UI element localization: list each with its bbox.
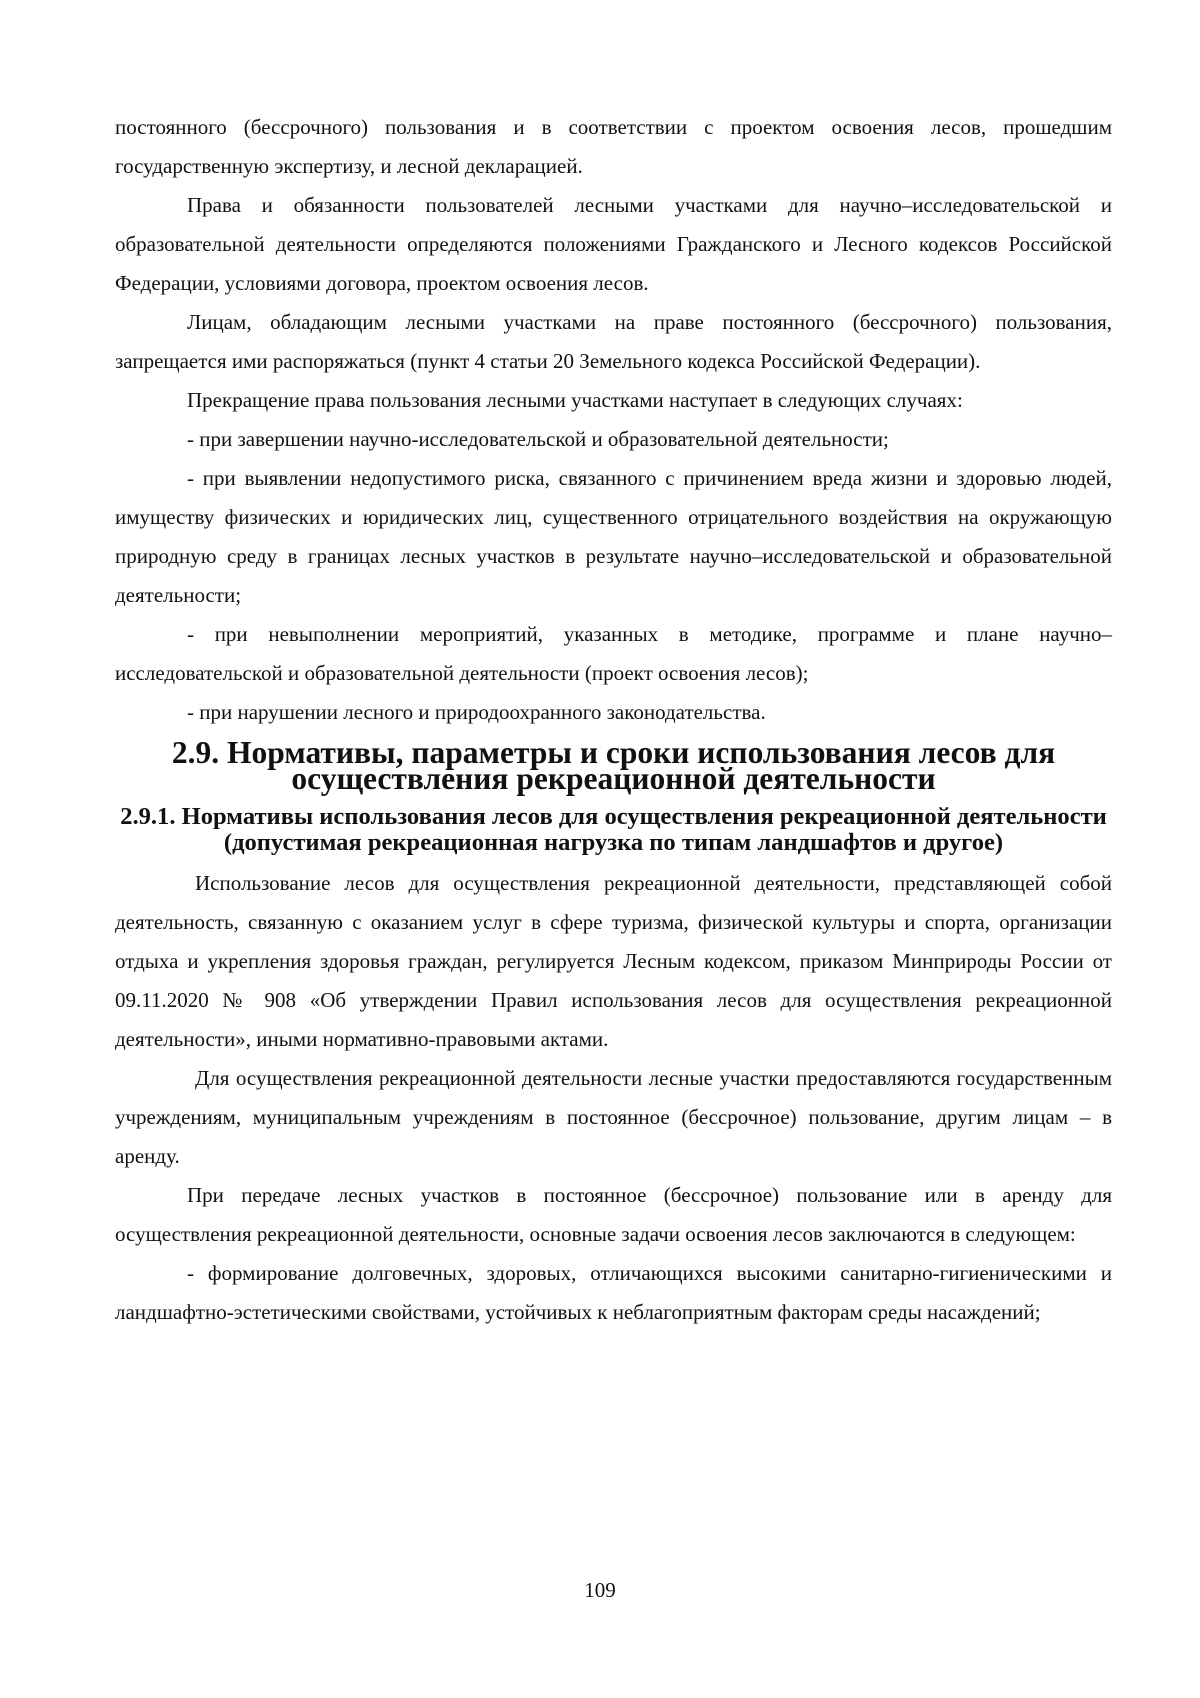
paragraph: Использование лесов для осуществления рекреационной деятельности, представляющей собой деятельность, связанную с оказанием услуг в сфере туризма, физической культуры и спорта, организации отдыха и укрепления здоровья граждан, регулируется Лесным кодексом, приказом Минприроды России от 09.11.2020 № 908 «Об утверждении Правил использования лесов для осуществления рекреационной деятельности», иными нормативно-правовыми актами. bbox=[115, 871, 1112, 1051]
list-item: - при нарушении лесного и природоохранного законодательства. bbox=[187, 700, 766, 724]
paragraph: Для осуществления рекреационной деятельности лесные участки предоставляются государственным учреждениям, муниципальным учреждениям в постоянное (бессрочное) пользование, другим лицам – в аренду. bbox=[115, 1066, 1112, 1168]
page-content bbox=[115, 108, 1112, 1332]
subsection-heading: 2.9.1. Нормативы использования лесов для осуществления рекреационной деятельности (допустимая рекреационная нагрузка по типам ландшафтов и другое) bbox=[120, 803, 1107, 856]
list-item: - при невыполнении мероприятий, указанных в методике, программе и плане научно–исследовательской и образовательной деятельности (проект освоения лесов); bbox=[115, 622, 1112, 685]
paragraph: Права и обязанности пользователей лесными участками для научно–исследовательской и образовательной деятельности определяются положениями Гражданского и Лесного кодексов Российской Федерации, условиями договора, проектом освоения лесов. bbox=[115, 193, 1112, 295]
paragraph: постоянного (бессрочного) пользования и в соответствии с проектом освоения лесов, прошедшим государственную экспертизу, и лесной декларацией. bbox=[115, 115, 1112, 178]
list-item: - при выявлении недопустимого риска, связанного с причинением вреда жизни и здоровью людей, имуществу физических и юридических лиц, существенного отрицательного воздействия на окружающую природную среду в границах лесных участков в результате научно–исследовательской и образовательной деятельности; bbox=[115, 466, 1112, 607]
paragraph: При передаче лесных участков в постоянное (бессрочное) пользование или в аренду для осуществления рекреационной деятельности, основные задачи освоения лесов заключаются в следующем: bbox=[115, 1183, 1112, 1246]
section-heading: 2.9. Нормативы, параметры и сроки использования лесов для осуществления рекреационной деятельности bbox=[171, 735, 1056, 796]
list-item: - при завершении научно-исследовательской и образовательной деятельности; bbox=[187, 427, 889, 451]
page-number: 109 bbox=[584, 1578, 616, 1602]
list-item: - формирование долговечных, здоровых, отличающихся высокими санитарно-гигиеническими и ландшафтно-эстетическими свойствами, устойчивых к неблагоприятным факторам среды насаждений; bbox=[115, 1261, 1112, 1324]
paragraph: Прекращение права пользования лесными участками наступает в следующих случаях: bbox=[187, 388, 963, 412]
paragraph: Лицам, обладающим лесными участками на праве постоянного (бессрочного) пользования, запрещается ими распоряжаться (пункт 4 статьи 20 Земельного кодекса Российской Федерации). bbox=[115, 310, 1112, 373]
